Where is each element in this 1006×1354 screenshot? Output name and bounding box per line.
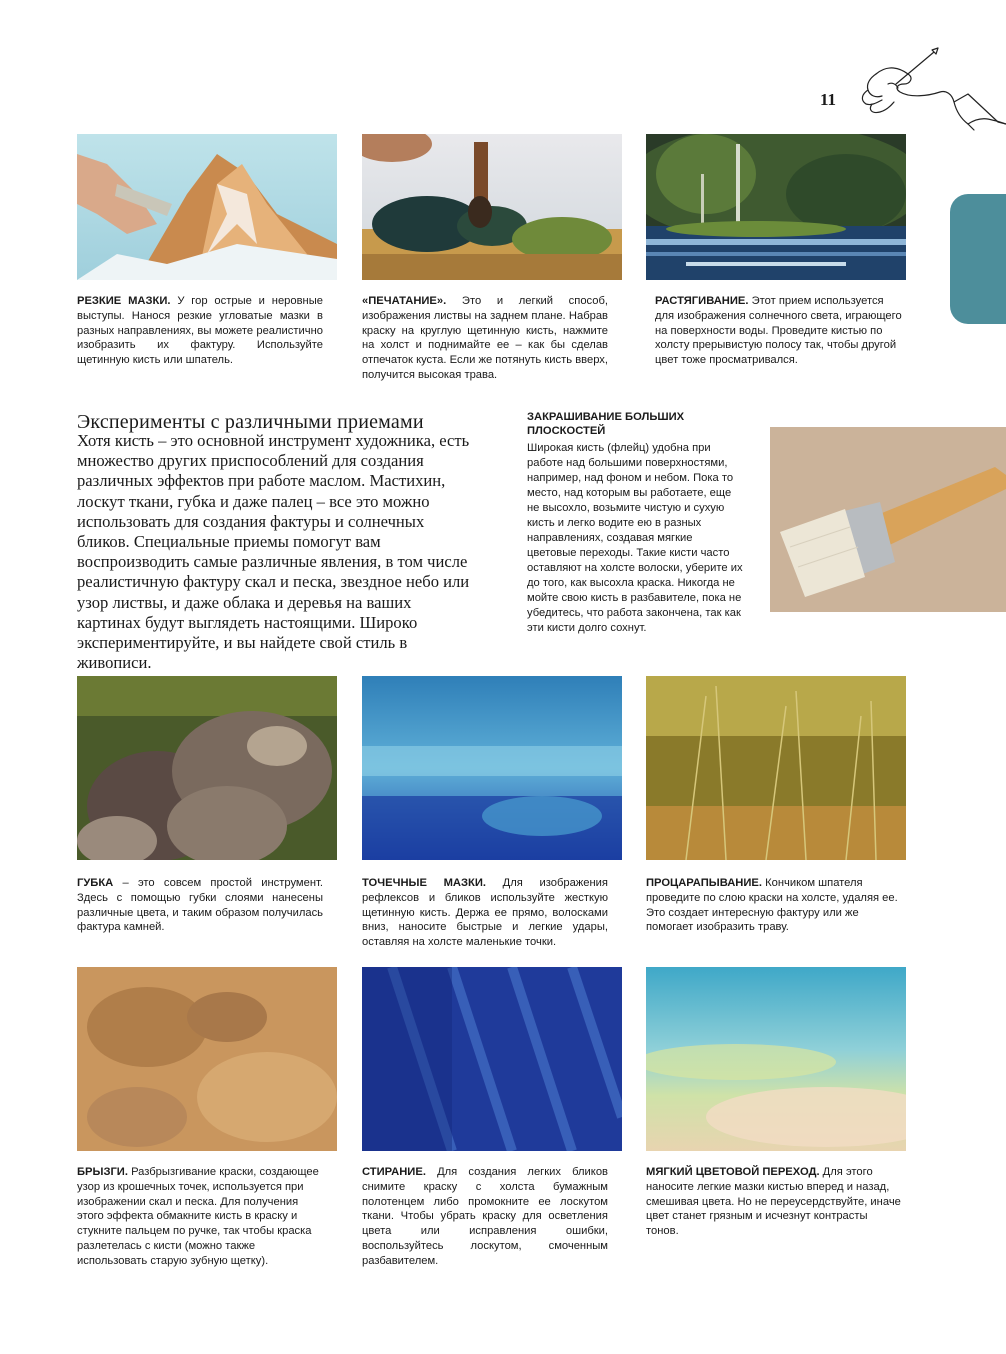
caption-title: ПРОЦАРАПЫВАНИЕ. <box>646 877 763 889</box>
flat-brush-photo <box>770 427 1006 612</box>
caption-text: Для создания легких бликов снимите краску с холста бумажным полотенцем либо промокните ее лоскутом ткани. Чтобы убрать краску для осветления цвета или исправления ошибки, воспользуйтесь лоскутом, смоченным разбавителем. <box>362 1166 608 1267</box>
caption-splatter <box>77 1165 323 1269</box>
caption-title: ГУБКА <box>77 877 114 889</box>
photo-sponge <box>77 676 337 860</box>
photo-stamping <box>362 134 622 280</box>
page-number: 11 <box>820 90 837 109</box>
caption-soft-blend <box>646 1165 902 1239</box>
caption-title: СТИРАНИЕ. <box>362 1166 426 1178</box>
caption-text: Разбрызгивание краски, создающее узор из крошечных точек, используется при изображении скал и песка. Для получения этого эффекта обмакните кисть в краску и стукните пальцем по ручке, так чтобы краска разлетелась с кисти (можно также использовать старую зубную щетку). <box>77 1166 319 1267</box>
caption-text: Этот прием используется для изображения солнечного света, играющего на поверхности воды. Проведите кистью по холсту прерывистую полосу так, чтобы другой цвет тоже просматривался. <box>655 295 902 367</box>
section-body: Хотя кисть – это основной инструмент художника, есть множество других приспособлений для создания различных эффектов при работе маслом. Мастихин, лоскут ткани, губка и даже палец – все это можно использовать для создания фактуры и солнечных бликов. Специальные приемы помогут вам воспроизводить самые различные явления, в том числе реалистичную фактуру скал и песка, звездное небо или узор листвы, и даже облака и деревья на ваших картинах будут выглядеть настоящими. Широко экспериментируйте, и вы найдете свой стиль в живописи. <box>77 431 470 673</box>
photo-stretching <box>646 134 906 280</box>
photo-dotted-strokes <box>362 676 622 860</box>
caption-title: ТОЧЕЧНЫЕ МАЗКИ. <box>362 877 486 889</box>
photo-soft-blend <box>646 967 906 1151</box>
caption-text: У гор острые и неровные выступы. Нанося резкие угловатые мазки в разных направлениях, вы можете реалистично изобразить их фактуру. Используйте щетинную кисть или шпатель. <box>77 295 323 367</box>
sidebar-body: Широкая кисть (флейц) удобна при работе над большими поверхностями, например, над фоном и небом. Пока то место, над которым вы работаете, еще не высохло, возьмите чистую и сухую кисть и легко водите ею в разных направлениях, создавая мягкие цветовые переходы. Такие кисти часто оставляют на холсте волоски, уберите их до того, как высохла краска. Никогда не мойте свою кисть в разбавителе, пока не убедитесь, что работа закончена, так как эти кисти долго сохнут. <box>527 442 743 634</box>
photo-splatter <box>77 967 337 1151</box>
caption-sharp-strokes <box>77 294 323 368</box>
caption-dotted-strokes <box>362 876 608 950</box>
caption-title: МЯГКИЙ ЦВЕТОВОЙ ПЕРЕХОД. <box>646 1166 820 1178</box>
caption-stretching <box>655 294 905 368</box>
caption-text: – это совсем простой инструмент. Здесь с помощью губки слоями нанесены различные цвета, и таким образом получилась фактура камней. <box>77 877 323 934</box>
caption-scratching <box>646 876 898 935</box>
drawing-hand-icon <box>848 44 1006 134</box>
caption-stamping <box>362 294 608 383</box>
caption-title: РЕЗКИЕ МАЗКИ. <box>77 295 171 307</box>
caption-text: Это и легкий способ, изображения листвы на заднем плане. Набрав краску на круглую щетинную кисть, нажмите на холст и поднимайте ее – как бы сделав отпечаток куста. Если же потянуть кисть вверх, получится высокая трава. <box>362 295 608 381</box>
caption-text: Для этого наносите легкие мазки кистью вперед и назад, смешивая цвета. Но не переусердствуйте, иначе цвет станет грязным и исчезнут контрасты тонов. <box>646 1166 901 1238</box>
caption-title: РАСТЯГИВАНИЕ. <box>655 295 749 307</box>
sidebar-title: ЗАКРАШИВАНИЕ БОЛЬШИХ ПЛОСКОСТЕЙ <box>527 411 685 437</box>
caption-title: БРЫЗГИ. <box>77 1166 128 1178</box>
section-title: Эксперименты с различными приемами <box>77 411 424 433</box>
photo-scratching <box>646 676 906 860</box>
photo-wiping <box>362 967 622 1151</box>
caption-wiping <box>362 1165 608 1269</box>
chapter-tab <box>950 194 1006 324</box>
caption-text: Кончиком шпателя проведите по слою краски на холсте, удаляя ее. Это создает интересную фактуру или же помогает изобразить траву. <box>646 877 898 934</box>
caption-sponge <box>77 876 323 935</box>
caption-text: Для изображения рефлексов и бликов используйте жесткую щетинную кисть. Держа ее прямо, волосками вниз, наносите быстрые и легкие удары, оставляя на холсте маленькие точки. <box>362 877 608 949</box>
photo-sharp-strokes <box>77 134 337 280</box>
caption-title: «ПЕЧАТАНИЕ». <box>362 295 447 307</box>
